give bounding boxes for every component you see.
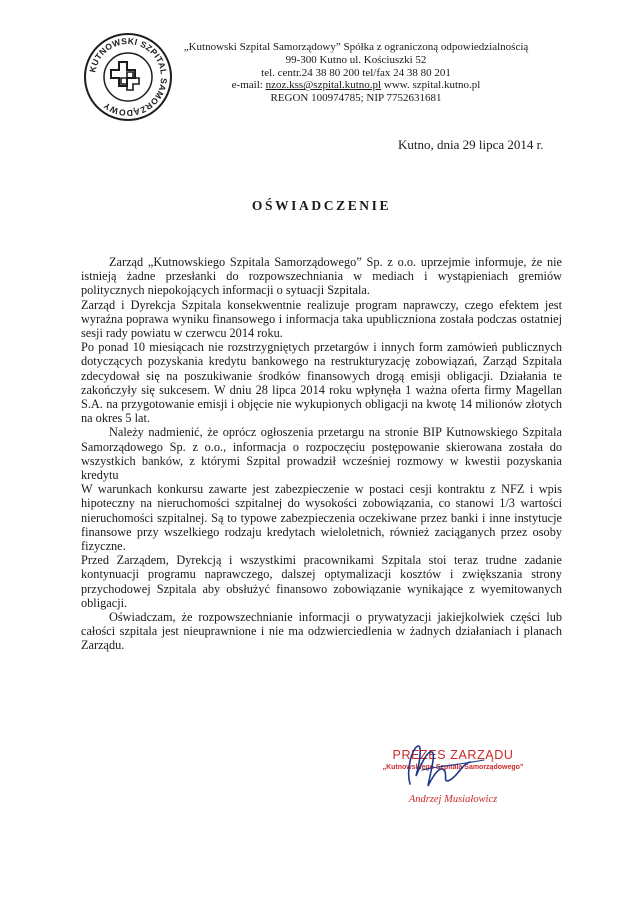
document-body — [81, 255, 562, 653]
email-link[interactable]: nzoz.kss@szpital.kutno.pl — [265, 79, 382, 92]
paragraph: Zarząd i Dyrekcja Szpitala konsekwentnie realizuje program naprawczy, czego efektem jest wyraźna poprawa wyniku finansowego i informacja taka upubliczniona została podczas ostatniej sesji rady powiatu w czerwcu 2014 roku. — [81, 297, 562, 341]
signature-stamp — [378, 748, 528, 808]
stamp-role: PREZES ZARZĄDU — [392, 748, 514, 762]
paragraph: Oświadczam, że rozpowszechnianie informacji o prywatyzacji jakiejkolwiek części lub całości szpitala jest nieuprawnione i nie ma odzwierciedlenia w żadnych działaniach i planach Zarządu. — [81, 610, 562, 653]
paragraph: Zarząd „Kutnowskiego Szpitala Samorządowego” Sp. z o.o. uprzejmie informuje, że nie istnieją żadne przesłanki do rozpowszechniania w mediach i wystąpieniach gremiów politycznych niepokojących informacji o sytuacji Szpitala. — [81, 255, 562, 298]
document-date: Kutno, dnia 29 lipca 2014 r. — [398, 137, 544, 152]
company-contact-line — [176, 79, 536, 92]
website-link[interactable]: www. szpital.kutno.pl — [381, 79, 481, 92]
signatory-name: Andrzej Musiałowicz — [408, 794, 498, 805]
paragraph: Należy nadmienić, że oprócz ogłoszenia przetargu na stronie BIP Kutnowskiego Szpitala Samorządowego Sp. z o.o., informacja o rozpoczęciu postępowanie skierowana została do wszystkich banków, z którymi Szpital prowadził wcześniej rozmowy w kwestii pozyskania kredytu — [81, 425, 562, 483]
hospital-logo — [83, 32, 173, 122]
company-name: „Kutnowski Szpital Samorządowy” Spółka z ograniczoną odpowiedzialnością — [183, 41, 529, 53]
stamp-organization: „Kutnowskiego Szpitala Samorządowego” — [382, 764, 524, 771]
paragraph: Przed Zarządem, Dyrekcją i wszystkimi pracownikami Szpitala stoi teraz trudne zadanie kontynuacji programu naprawczego, dalszej optymalizacji kosztów i zwiększania strony przychodowej Szpitala aby obsłużyć finansowo zobowiązanie wynikające z wyemitowanych obligacji. — [81, 553, 562, 610]
company-header — [176, 41, 536, 105]
logo-ring-text: KUTNOWSKI SZPITAL SAMORZĄDOWY — [87, 35, 170, 119]
paragraph: Po ponad 10 miesiącach nie rozstrzygniętych przetargów i innych form zamówień publicznych dotyczących pozyskania kredytu bankowego na restrukturyzację zobowiązań, Zarząd Szpitala zdecydował się na poszukiwanie środków finansowych drogą emisji obligacji. Działania te zakończyły się sukcesem. W dniu 28 lipca 2014 roku wpłynęła 1 ważna oferta firmy Magellan S.A. na przygotowanie emisji i objęcie nie wykupionych obligacji na kwotę 14 milionów złotych na okres 5 lat. — [81, 340, 562, 426]
company-regon-nip: REGON 100974785; NIP 7752631681 — [270, 92, 442, 105]
company-phone: tel. centr.24 38 80 200 tel/fax 24 38 80 201 — [261, 66, 451, 79]
document-title: OŚWIADCZENIE — [251, 198, 392, 213]
paragraph: W warunkach konkursu zawarte jest zabezpieczenie w postaci cesji kontraktu z NFZ i wpis hipoteczny na nieruchomości szpitalnej do wysokości zobowiązania, co stanowi 1/3 wartości nieruchomości szpitalnej. Są to typowe zabezpieczenia oczekiwane przez banki i inne instytucje finansowe przy wszelkiego rodzaju kredytach wieloletnich, również zaciąganych przez osoby fizyczne. — [81, 482, 562, 554]
handwritten-signature-icon — [392, 740, 502, 796]
svg-text:KUTNOWSKI SZPITAL SAMORZĄDOWY — [87, 36, 169, 118]
company-address: 99-300 Kutno ul. Kościuszki 52 — [285, 53, 427, 66]
hospital-cross-icon — [111, 62, 139, 90]
email-label: e-mail: — [231, 79, 266, 92]
